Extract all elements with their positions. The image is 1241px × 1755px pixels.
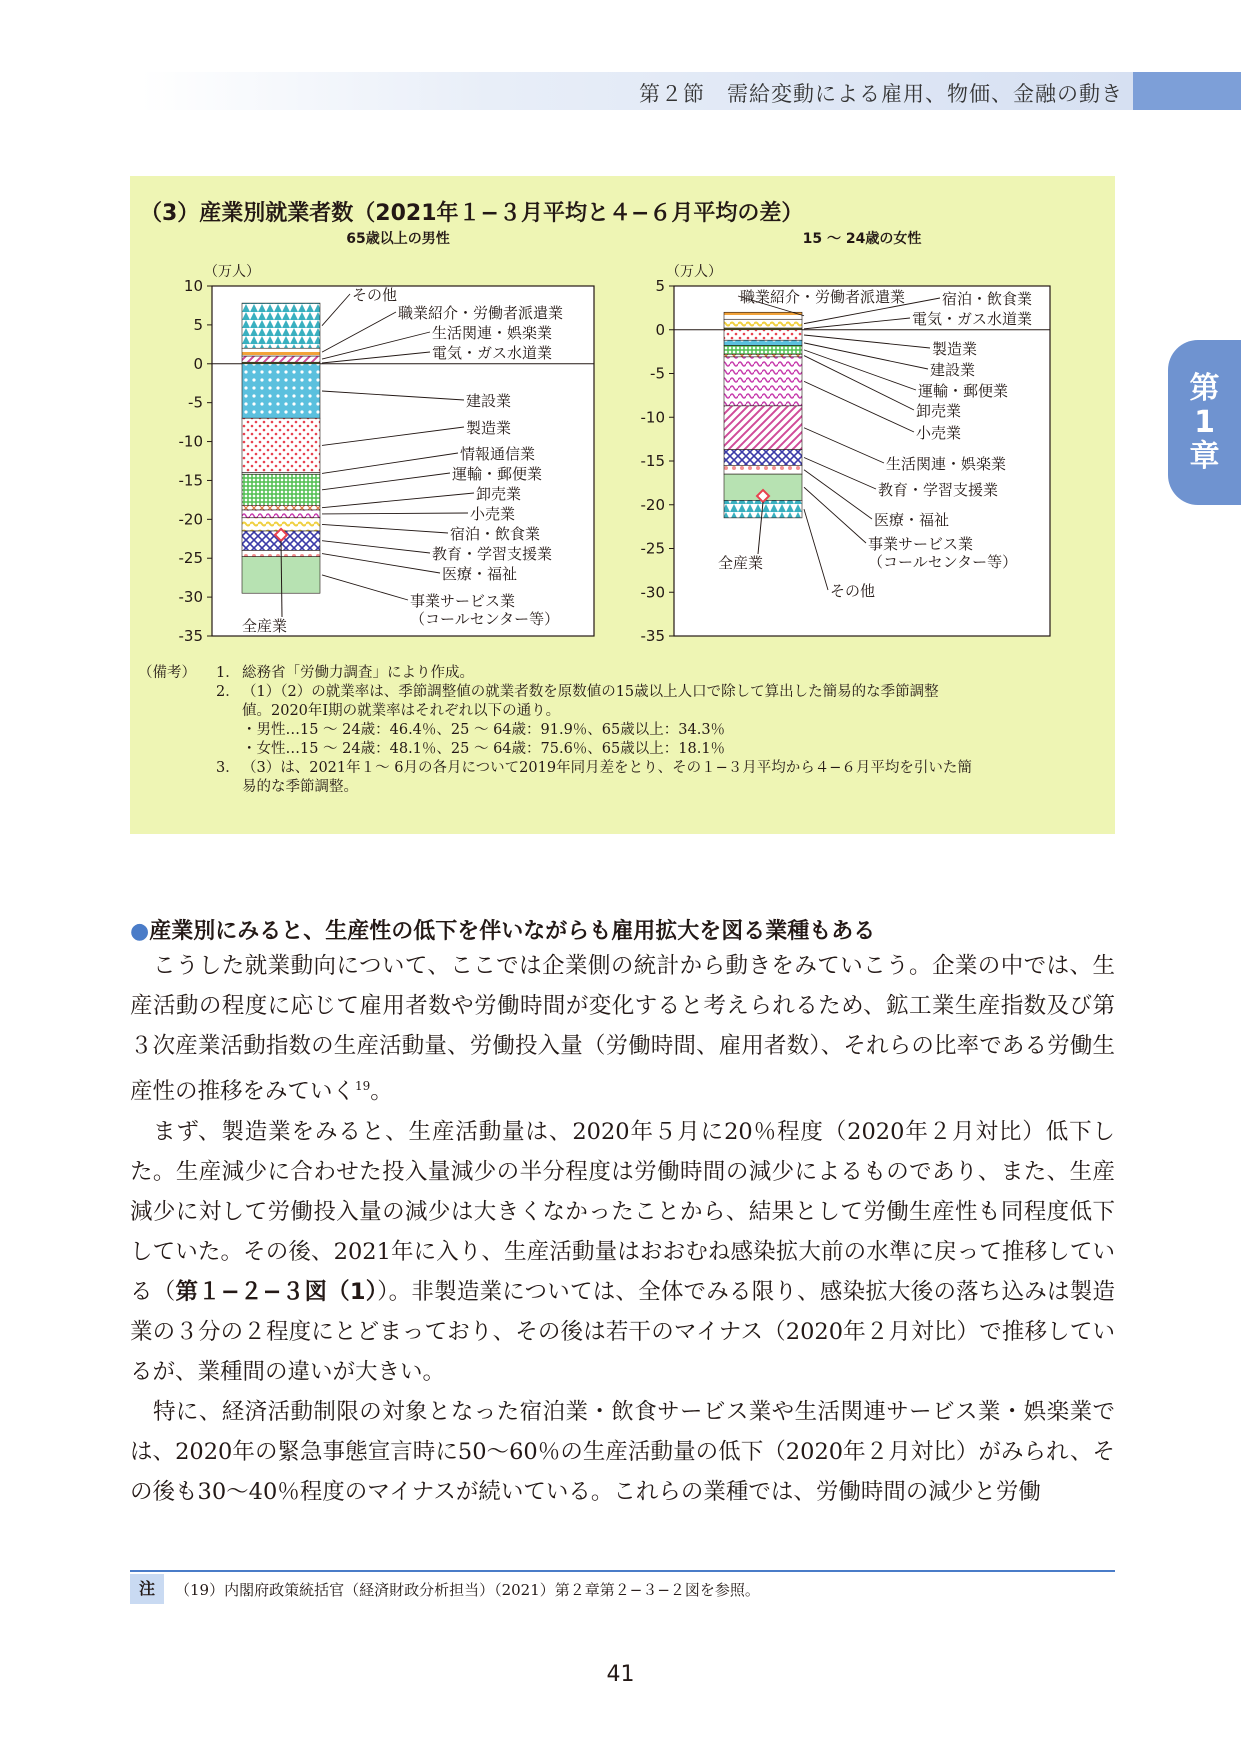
notes-label: （備考） xyxy=(138,665,196,681)
bar-segment xyxy=(242,505,320,510)
y-tick-label: -5 xyxy=(650,364,665,383)
footnote-ref: 19 xyxy=(355,1079,371,1093)
bar-segment xyxy=(724,406,802,450)
series-label: 卸売業 xyxy=(916,402,962,420)
series-label: （コールセンター等） xyxy=(868,553,1018,571)
y-tick-label: -25 xyxy=(640,539,665,558)
note-row xyxy=(138,683,972,702)
paragraph-text: ）。非製造業については、全体でみる限り、感染拡大後の落ち込みは製造業の３分の２程度にとどまっており、その後は若干のマイナス（2020年２月対比）で推移しているが、業種間の違いが大きい。 xyxy=(130,1278,1115,1385)
chart-title: 15 ～ 24歳の女性 xyxy=(802,231,922,247)
paragraph xyxy=(130,946,1115,1112)
series-label: 電気・ガス水道業 xyxy=(432,344,553,362)
section-heading xyxy=(130,914,875,945)
note-number: 1． xyxy=(216,665,240,681)
series-label: （コールセンター等） xyxy=(410,610,560,628)
bar-segment xyxy=(724,357,802,406)
y-tick-label: -10 xyxy=(640,408,665,427)
page-number: 41 xyxy=(606,1662,635,1687)
paragraph-text: 。 xyxy=(370,1078,393,1105)
series-label: その他 xyxy=(352,286,398,304)
y-tick-label: -35 xyxy=(178,627,203,645)
body-text xyxy=(130,946,1115,1512)
figure-notes xyxy=(138,664,972,797)
paragraph-text: まず、製造業をみると、生産活動量は、2020年５月に20％程度（2020年２月対比）低下した。生産減少に合わせた投入量減少の半分程度は労働時間の減少によるものであり、また、生産減少に対して労働投入量の減少は大きくなかったことから、結果として労働生産性も同程度低下していた。その後、2021年に入り、生産活動量はおおむね感染拡大前の水準に戻って推移している（ xyxy=(130,1118,1115,1305)
paragraph xyxy=(130,1392,1115,1512)
y-tick-label: 10 xyxy=(183,277,203,295)
bar-segment xyxy=(724,312,802,319)
series-label: 医療・福祉 xyxy=(874,511,950,529)
bar-segment xyxy=(724,465,802,474)
footnote-label: 注 xyxy=(130,1574,164,1604)
header-tab xyxy=(1133,72,1241,110)
figure-panel xyxy=(130,176,1115,834)
series-label: 情報通信業 xyxy=(460,445,536,463)
running-header: 第２節 需給変動による雇用、物価、金融の動き xyxy=(639,82,1123,106)
y-tick-label: -25 xyxy=(178,549,203,568)
y-tick-label: 0 xyxy=(655,320,665,339)
figure-ref: 第１−２−３図（1） xyxy=(175,1278,378,1305)
y-axis-unit: （万人） xyxy=(204,264,260,280)
y-tick-label: -15 xyxy=(178,471,203,490)
bar-segment xyxy=(242,348,320,356)
series-label: 教育・学習支援業 xyxy=(432,545,553,563)
note-text: （1）（2）の就業率は、季節調整値の就業者数を原数値の15歳以上人口で除して算出した簡易的な季節調整 xyxy=(242,684,939,700)
bar-segment xyxy=(724,354,802,357)
chapter-tab-line2: 1 xyxy=(1194,404,1215,440)
chapter-tab-line3: 章 xyxy=(1189,438,1220,474)
y-tick-label: 0 xyxy=(193,354,203,373)
bar-segment xyxy=(242,418,320,472)
y-tick-label: -10 xyxy=(178,432,203,451)
series-label: 小売業 xyxy=(916,424,962,442)
series-label: 職業紹介・労働者派遣業 xyxy=(740,288,906,306)
series-label: 小売業 xyxy=(470,505,516,523)
bar-segment xyxy=(724,346,802,355)
bar-segment xyxy=(724,450,802,466)
series-label: 電気・ガス水道業 xyxy=(912,310,1033,328)
series-label: 職業紹介・労働者派遣業 xyxy=(398,304,564,322)
series-label: 建設業 xyxy=(930,361,976,379)
series-label: 教育・学習支援業 xyxy=(878,481,999,499)
bar-segment xyxy=(242,303,320,348)
y-tick-label: -30 xyxy=(640,583,665,602)
bar-segment xyxy=(242,364,320,418)
series-label: 運輸・郵便業 xyxy=(918,382,1009,400)
series-label: 医療・福祉 xyxy=(442,565,518,583)
footnote-text: （19）内閣府政策統括官（経済財政分析担当）（2021）第２章第２−３−２図を参照。 xyxy=(175,1581,760,1599)
bar-segment xyxy=(242,510,320,518)
note-number: 3． xyxy=(216,760,240,776)
series-label: 生活関連・娯楽業 xyxy=(432,324,553,342)
figure-title: （3）産業別就業者数（2021年１−３月平均と４−６月平均の差） xyxy=(140,201,804,226)
paragraph xyxy=(130,1112,1115,1392)
note-row xyxy=(138,664,972,683)
y-axis-unit: （万人） xyxy=(666,264,722,280)
series-label: 宿泊・飲食業 xyxy=(450,525,541,543)
section-dot-icon: ● xyxy=(130,919,150,944)
note-text: 値。2020年Ⅰ期の就業率はそれぞれ以下の通り。 xyxy=(242,703,561,719)
note-text: 総務省「労働力調査」により作成。 xyxy=(242,665,474,681)
note-row xyxy=(138,759,972,778)
bar-segment xyxy=(724,340,802,345)
series-label: 事業サービス業 xyxy=(868,535,974,553)
bar-segment xyxy=(724,330,802,341)
note-text: ・女性…15 ～ 24歳：48.1％、25 ～ 64歳：75.6％、65歳以上：18.1％ xyxy=(242,741,726,757)
note-text: （3）は、2021年１～ 6月の各月について2019年同月差をとり、その１−３月平均から４−６月平均を引いた簡 xyxy=(242,760,972,776)
y-tick-label: -15 xyxy=(640,452,665,470)
series-label: 事業サービス業 xyxy=(410,592,516,610)
note-text: ・男性…15 ～ 24歳：46.4％、25 ～ 64歳：91.9％、65歳以上：34.3％ xyxy=(242,722,726,738)
chart-title: 65歳以上の男性 xyxy=(346,231,450,247)
paragraph-text: 特に、経済活動制限の対象となった宿泊業・飲食サービス業や生活関連サービス業・娯楽業では、2020年の緊急事態宣言時に50～60％の生産活動量の低下（2020年２月対比）がみられ、その後も30～40％程度のマイナスが続いている。これらの業種では、労働時間の減少と労働 xyxy=(130,1398,1115,1505)
note-number: 2． xyxy=(216,684,240,700)
bar-segment xyxy=(242,474,320,505)
series-label: 建設業 xyxy=(466,392,512,410)
series-label: 宿泊・飲食業 xyxy=(942,290,1033,308)
bar-segment xyxy=(242,356,320,362)
bar-segment xyxy=(724,319,802,328)
y-tick-label: 5 xyxy=(193,315,203,334)
y-tick-label: -35 xyxy=(640,627,665,645)
section-heading-text: 産業別にみると、生産性の低下を伴いながらも雇用拡大を図る業種もある xyxy=(149,919,876,944)
chapter-tab-line1: 第 xyxy=(1189,370,1220,406)
y-tick-label: -5 xyxy=(188,393,203,412)
note-text: 易的な季節調整。 xyxy=(242,779,358,795)
charts-svg xyxy=(130,176,1115,656)
series-label: 生活関連・娯楽業 xyxy=(886,455,1007,473)
series-label: 運輸・郵便業 xyxy=(452,465,543,483)
series-label: その他 xyxy=(830,582,876,600)
series-label: 製造業 xyxy=(932,340,978,358)
total-label: 全産業 xyxy=(242,617,288,635)
y-tick-label: -30 xyxy=(178,588,203,607)
total-label: 全産業 xyxy=(718,554,764,572)
y-tick-label: -20 xyxy=(640,495,665,514)
y-tick-label: 5 xyxy=(655,277,665,295)
chapter-tab xyxy=(1168,340,1241,505)
footnote-rule xyxy=(130,1570,1115,1572)
paragraph-text: こうした就業動向について、ここでは企業側の統計から動きをみていこう。企業の中では、生産活動の程度に応じて雇用者数や労働時間が変化すると考えられるため、鉱工業生産指数及び第３次産業活動指数の生産活動量、労働投入量（労働時間、雇用者数）、それらの比率である労働生産性の推移をみていく xyxy=(130,953,1115,1105)
series-label: 卸売業 xyxy=(476,485,522,503)
y-tick-label: -20 xyxy=(178,510,203,529)
series-label: 製造業 xyxy=(466,419,512,437)
